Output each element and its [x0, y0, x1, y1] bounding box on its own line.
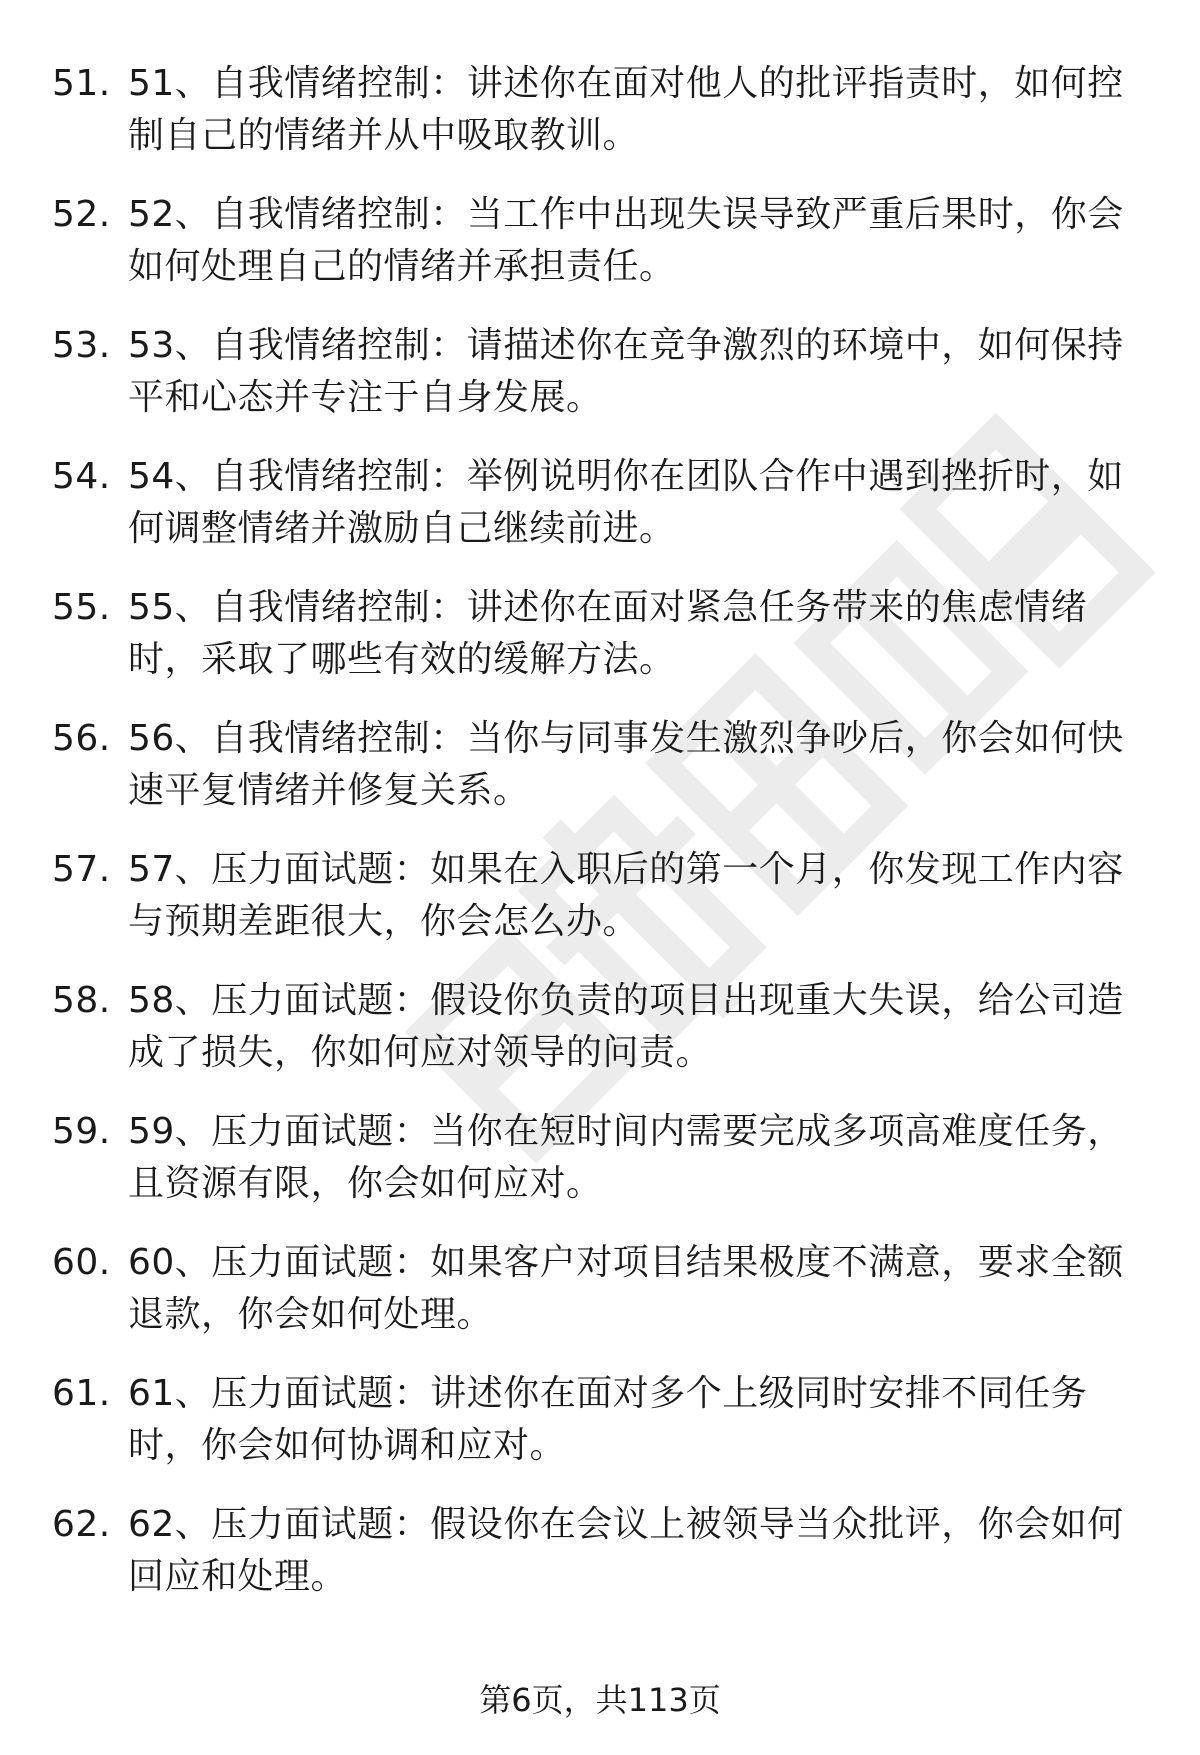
list-item-text: 54、自我情绪控制：举例说明你在团队合作中遇到挫折时，如何调整情绪并激励自己继续前进。 [128, 456, 1124, 549]
list-item [0, 582, 1200, 686]
list-item-text: 52、自我情绪控制：当工作中出现失误导致严重后果时，你会如何处理自己的情绪并承担责任。 [128, 194, 1124, 287]
list-item [0, 1106, 1200, 1210]
list-item [0, 58, 1200, 162]
list-item-number: 56. [52, 718, 111, 759]
list-item [0, 975, 1200, 1079]
list-item-text: 57、压力面试题：如果在入职后的第一个月，你发现工作内容与预期差距很大，你会怎么办。 [128, 849, 1124, 942]
list-item [0, 1237, 1200, 1341]
list-item [0, 451, 1200, 555]
list-item-text: 62、压力面试题：假设你在会议上被领导当众批评，你会如何回应和处理。 [128, 1504, 1124, 1597]
list-item [0, 844, 1200, 948]
list-item-text: 56、自我情绪控制：当你与同事发生激烈争吵后，你会如何快速平复情绪并修复关系。 [128, 718, 1124, 811]
list-item-text: 55、自我情绪控制：讲述你在面对紧急任务带来的焦虑情绪时，采取了哪些有效的缓解方法。 [128, 587, 1088, 680]
list-item [0, 320, 1200, 424]
list-item [0, 189, 1200, 293]
list-item-number: 53. [52, 325, 111, 366]
list-item-number: 54. [52, 456, 111, 497]
list-item-text: 59、压力面试题：当你在短时间内需要完成多项高难度任务，且资源有限，你会如何应对。 [128, 1111, 1124, 1204]
list-item [0, 1499, 1200, 1603]
list-item-number: 61. [52, 1373, 111, 1414]
list-item [0, 1368, 1200, 1472]
list-item-number: 60. [52, 1242, 111, 1283]
question-list [0, 58, 1200, 1630]
list-item-number: 52. [52, 194, 111, 235]
list-item-number: 55. [52, 587, 111, 628]
page-footer: 第6页，共113页 [479, 1681, 721, 1719]
list-item-text: 58、压力面试题：假设你负责的项目出现重大失误，给公司造成了损失，你如何应对领导的问责。 [128, 980, 1124, 1073]
list-item-text: 61、压力面试题：讲述你在面对多个上级同时安排不同任务时，你会如何协调和应对。 [128, 1373, 1088, 1466]
list-item-number: 59. [52, 1111, 111, 1152]
list-item-number: 62. [52, 1504, 111, 1545]
list-item [0, 713, 1200, 817]
list-item-text: 51、自我情绪控制：讲述你在面对他人的批评指责时，如何控制自己的情绪并从中吸取教训。 [128, 63, 1124, 156]
list-item-number: 58. [52, 980, 111, 1021]
list-item-number: 57. [52, 849, 111, 890]
list-item-number: 51. [52, 63, 111, 104]
list-item-text: 53、自我情绪控制：请描述你在竞争激烈的环境中，如何保持平和心态并专注于自身发展。 [128, 325, 1124, 418]
list-item-text: 60、压力面试题：如果客户对项目结果极度不满意，要求全额退款，你会如何处理。 [128, 1242, 1124, 1335]
